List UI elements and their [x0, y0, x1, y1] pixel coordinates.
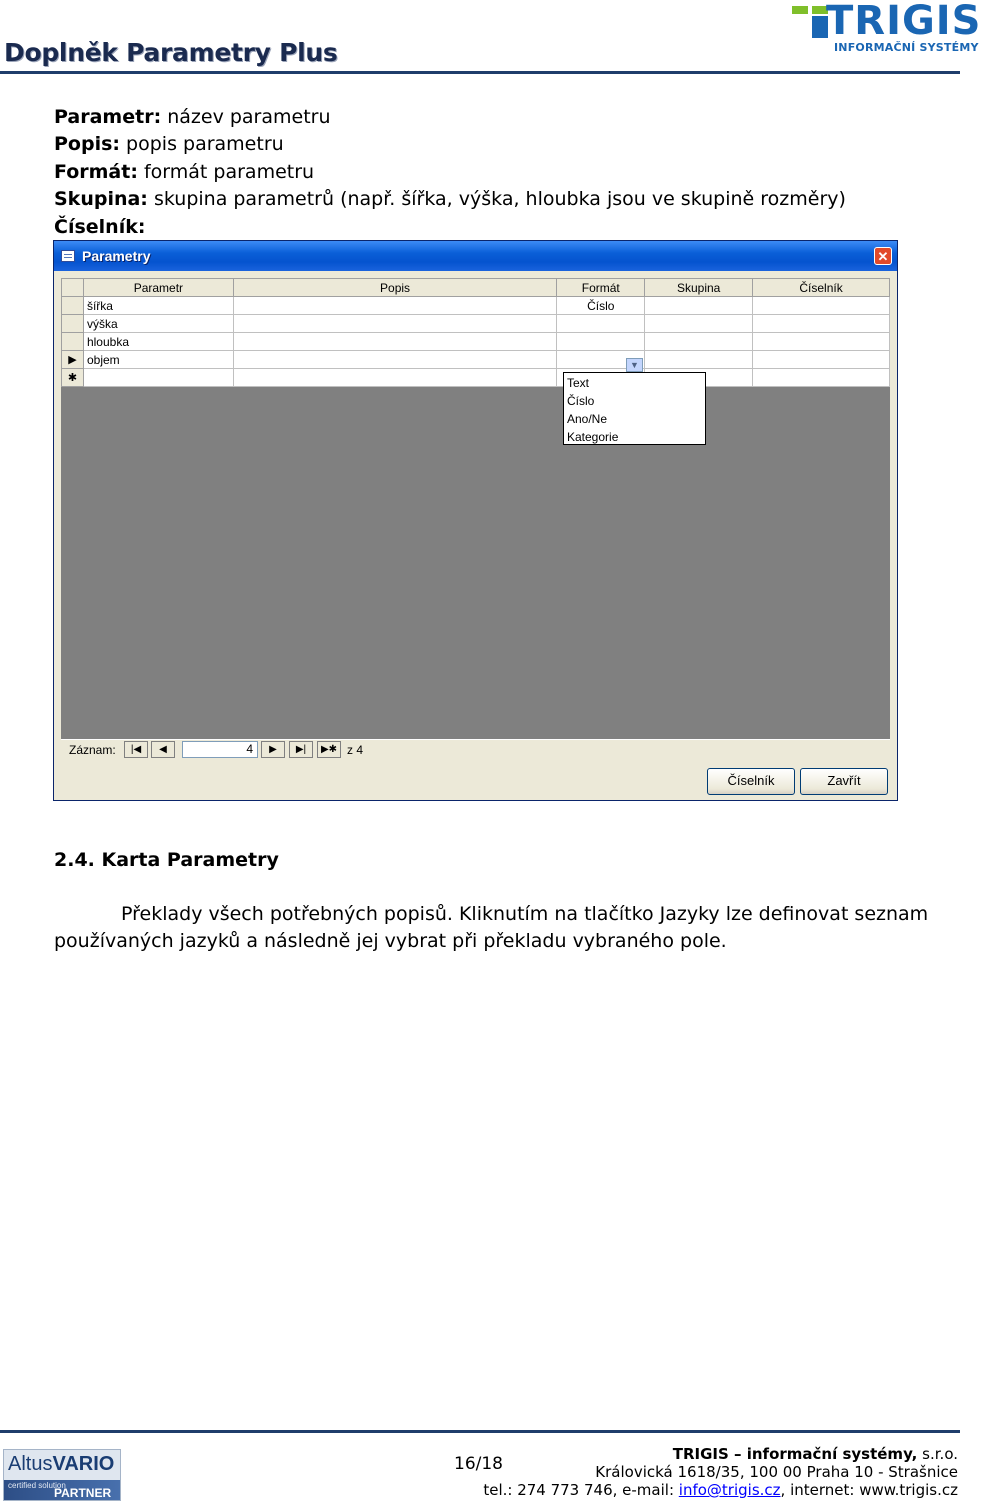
definition-desc: popis parametru	[126, 133, 284, 156]
cell-popis[interactable]	[233, 333, 557, 351]
record-navigator	[61, 739, 890, 760]
cell-popis[interactable]	[233, 297, 557, 315]
next-record-button[interactable]	[261, 741, 285, 758]
last-record-button[interactable]	[289, 741, 313, 758]
logo-subtitle: INFORMAČNÍ SYSTÉMY	[834, 41, 979, 54]
section-paragraph-line1: Překlady všech potřebných popisů. Kliknutím na tlačítko Jazyky lze definovat seznam	[121, 903, 929, 925]
cell-format[interactable]: Číslo	[557, 297, 645, 315]
definition-row	[54, 131, 846, 158]
table-row	[62, 297, 890, 315]
window-title: Parametry	[82, 248, 151, 264]
close-button[interactable]: ✕	[874, 247, 892, 265]
partner-brand-a: Altus	[8, 1453, 53, 1475]
new-record-icon: ▶✱	[320, 744, 338, 755]
section-heading: 2.4. Karta Parametry	[54, 849, 279, 871]
previous-record-button[interactable]	[151, 741, 175, 758]
cell-parametr[interactable]: výška	[83, 315, 233, 333]
row-selector[interactable]	[62, 297, 84, 315]
cell-format[interactable]	[557, 333, 645, 351]
logo-text: TRIGIS	[826, 0, 982, 44]
cell-parametr[interactable]: hloubka	[83, 333, 233, 351]
column-header-parametr[interactable]: Parametr	[83, 279, 233, 297]
document-title: Doplněk Parametry Plus	[4, 38, 338, 67]
section-paragraph-line2: používaných jazyků a následně jej vybrat při překladu vybraného pole.	[54, 930, 727, 952]
window-titlebar[interactable]	[54, 241, 897, 271]
partner-brand-b: VARIO	[52, 1453, 115, 1475]
definition-row	[54, 104, 846, 131]
company-name-line	[483, 1445, 958, 1463]
format-option-text[interactable]: Text	[567, 376, 590, 390]
company-suffix: s.r.o.	[922, 1445, 958, 1463]
table-header	[62, 279, 890, 297]
cell-ciselnik[interactable]	[753, 369, 890, 387]
format-dropdown-button[interactable]	[626, 358, 643, 372]
table-row-new	[62, 369, 890, 387]
contact-tel: tel.: 274 773 746, e-mail:	[483, 1481, 674, 1499]
table-row	[62, 333, 890, 351]
cell-popis[interactable]	[233, 369, 557, 387]
definition-term: Formát:	[54, 160, 138, 183]
form-icon	[61, 250, 75, 262]
previous-record-icon: ◀	[159, 744, 167, 755]
row-selector-new[interactable]: ✱	[62, 369, 84, 387]
column-header-popis[interactable]: Popis	[233, 279, 557, 297]
cell-popis[interactable]	[233, 351, 557, 369]
cell-parametr[interactable]: šířka	[83, 297, 233, 315]
zavrit-button[interactable]: Zavřít	[800, 768, 888, 795]
cell-popis[interactable]	[233, 315, 557, 333]
parameter-definitions	[54, 104, 846, 241]
altus-vario-partner-logo	[3, 1449, 121, 1501]
first-record-icon: |◀	[130, 744, 142, 755]
parametry-window	[53, 240, 898, 801]
next-record-icon: ▶	[269, 744, 277, 755]
definition-term: Parametr:	[54, 106, 162, 128]
first-record-button[interactable]	[124, 741, 148, 758]
definition-term: Číselník:	[54, 215, 146, 238]
definition-desc: název parametru	[167, 106, 331, 128]
page-number: 16/18	[454, 1454, 503, 1474]
format-option-kategorie[interactable]: Kategorie	[567, 430, 619, 444]
header-corner[interactable]	[62, 279, 84, 297]
header-rule	[0, 71, 960, 74]
window-button-bar	[54, 763, 897, 800]
format-option-cislo[interactable]: Číslo	[567, 394, 595, 408]
definition-row	[54, 186, 846, 213]
address-line: Královická 1618/35, 100 00 Praha 10 - Strašnice	[595, 1463, 958, 1481]
record-total: z 4	[347, 743, 364, 757]
definition-term: Popis:	[54, 133, 120, 156]
ciselnik-button[interactable]: Číselník	[707, 768, 795, 795]
cell-ciselnik[interactable]	[753, 297, 890, 315]
row-selector-current[interactable]: ▶	[62, 351, 84, 369]
email-link[interactable]: info@trigis.cz	[678, 1481, 781, 1499]
new-record-button[interactable]	[317, 741, 341, 758]
datasheet	[61, 278, 890, 739]
definition-row	[54, 214, 846, 241]
partner-label: PARTNER	[54, 1486, 112, 1500]
cell-skupina[interactable]	[645, 333, 753, 351]
cell-skupina[interactable]	[645, 351, 753, 369]
table-row	[62, 315, 890, 333]
trigis-logo	[790, 0, 982, 56]
table-row-current	[62, 351, 890, 369]
definition-term: Skupina:	[54, 188, 148, 211]
record-number-input[interactable]: 4	[182, 741, 258, 758]
logo-mark-icon	[790, 4, 830, 38]
cell-parametr[interactable]	[83, 369, 233, 387]
last-record-icon: ▶|	[295, 744, 307, 755]
company-name: TRIGIS – informační systémy,	[672, 1445, 918, 1463]
definition-desc: skupina parametrů (např. šířka, výška, hloubka jsou ve skupině rozměry)	[153, 188, 846, 211]
format-option-ano-ne[interactable]: Ano/Ne	[567, 412, 608, 426]
partner-cert: certified solution	[8, 1481, 66, 1490]
row-selector[interactable]	[62, 333, 84, 351]
partner-strip	[4, 1480, 120, 1500]
cell-skupina[interactable]	[645, 315, 753, 333]
chevron-down-icon: ▼	[630, 360, 639, 370]
cell-ciselnik[interactable]	[753, 333, 890, 351]
cell-parametr[interactable]: objem	[83, 351, 233, 369]
partner-brand	[8, 1453, 114, 1476]
cell-ciselnik[interactable]	[753, 315, 890, 333]
row-selector[interactable]	[62, 315, 84, 333]
definition-row	[54, 159, 846, 186]
column-header-ciselnik[interactable]: Číselník	[753, 279, 890, 297]
format-dropdown-list	[563, 372, 706, 445]
record-label: Záznam:	[69, 743, 116, 757]
cell-format[interactable]	[557, 315, 645, 333]
footer-rule	[0, 1430, 960, 1433]
contact-line	[483, 1481, 958, 1499]
column-header-format[interactable]: Formát	[557, 279, 645, 297]
column-header-skupina[interactable]: Skupina	[645, 279, 753, 297]
parameters-table	[61, 278, 890, 387]
company-address	[483, 1445, 958, 1499]
definition-desc: formát parametru	[143, 160, 315, 183]
cell-skupina[interactable]	[645, 297, 753, 315]
cell-ciselnik[interactable]	[753, 351, 890, 369]
contact-web: , internet: www.trigis.cz	[780, 1481, 958, 1499]
